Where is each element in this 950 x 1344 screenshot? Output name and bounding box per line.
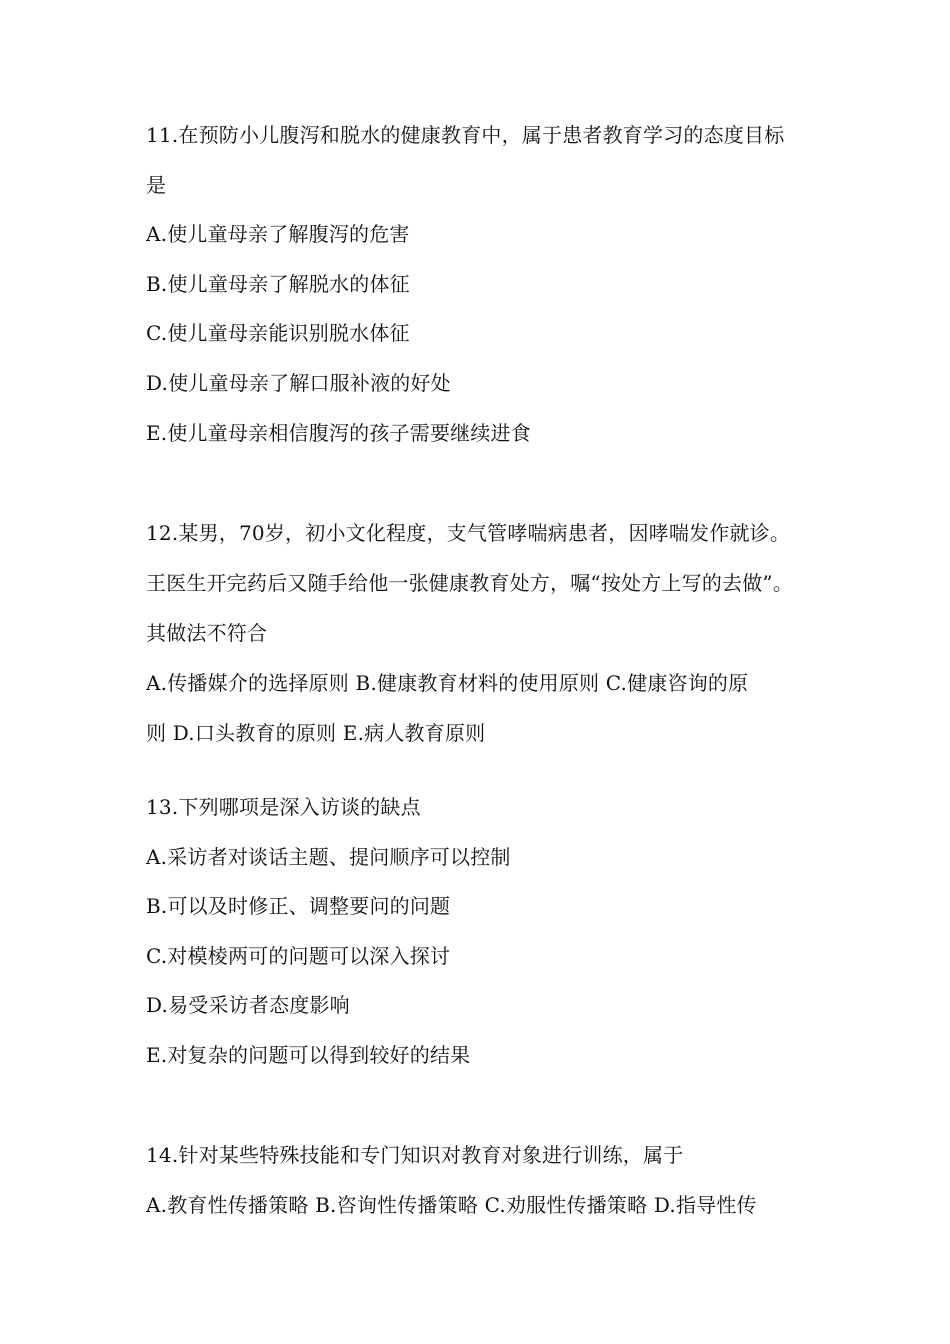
question-12-options-line-1: A.传播媒介的选择原则 B.健康教育材料的使用原则 C.健康咨询的原 [146,671,749,695]
question-13-option-d: D.易受采访者态度影响 [146,993,350,1017]
question-12-options-line-2: 则 D.口头教育的原则 E.病人教育原则 [146,721,486,745]
question-11-option-d: D.使儿童母亲了解口服补液的好处 [146,371,451,395]
question-12-stem-line-1: 12.某男，70岁，初小文化程度，支气管哮喘病患者，因哮喘发作就诊。 [146,521,791,545]
question-13-option-c: C.对模棱两可的问题可以深入探讨 [146,944,451,968]
question-11-option-e: E.使儿童母亲相信腹泻的孩子需要继续进食 [146,421,531,445]
question-13-stem: 13.下列哪项是深入访谈的缺点 [146,795,421,819]
question-12-stem-line-3: 其做法不符合 [146,621,268,645]
question-13-option-b: B.可以及时修正、调整要问的问题 [146,894,451,918]
question-11-stem-line-1: 11.在预防小儿腹泻和脱水的健康教育中，属于患者教育学习的态度目标 [146,123,785,147]
question-14-options-line-1: A.教育性传播策略 B.咨询性传播策略 C.劝服性传播策略 D.指导性传 [146,1193,757,1217]
question-11-stem-line-2: 是 [146,173,167,197]
question-11-option-b: B.使儿童母亲了解脱水的体征 [146,272,410,296]
question-14-stem: 14.针对某些特殊技能和专门知识对教育对象进行训练，属于 [146,1143,684,1167]
question-11-option-c: C.使儿童母亲能识别脱水体征 [146,321,410,345]
question-12-stem-line-2: 王医生开完药后又随手给他一张健康教育处方，嘱“按处方上写的去做”。 [146,571,794,595]
question-13-option-e: E.对复杂的问题可以得到较好的结果 [146,1043,471,1067]
question-11-option-a: A.使儿童母亲了解腹泻的危害 [146,222,410,246]
question-13-option-a: A.采访者对谈话主题、提问顺序可以控制 [146,845,511,869]
